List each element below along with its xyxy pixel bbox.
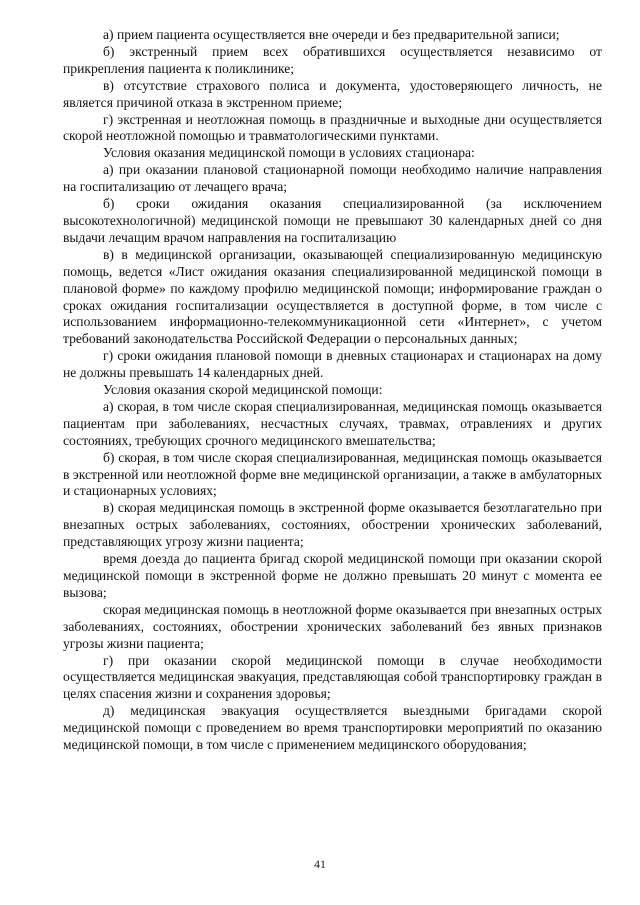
- paragraph-item-v-no-policy: в) отсутствие страхового полиса и документа, удостоверяющего личность, не является причиной отказа в экстренном приеме;: [63, 77, 602, 110]
- paragraph-ambulance-b: б) скорая, в том числе скорая специализированная, медицинская помощь оказывается в экстренной или неотложной форме вне медицинской организации, а также в амбулаторных и стационарных условиях;: [63, 449, 602, 499]
- paragraph-inpatient-v: в) в медицинской организации, оказывающей специализированную медицинскую помощь, ведется «Лист ожидания оказания специализированной медицинской помощи в плановой форме» по каждому профилю медицинской помощи; информирование граждан о сроках ожидания госпитализации осуществляется в доступной форме, в том числе с использованием информационно-телекоммуникационной сети «Интернет», с учетом требований законодательства Российской Федерации о персональных данных;: [63, 246, 602, 347]
- paragraph-item-g-holidays: г) экстренная и неотложная помощь в праздничные и выходные дни осуществляется скорой неотложной помощью и травматологическими пунктами.: [63, 111, 602, 144]
- document-body: [63, 27, 602, 754]
- page-number: 41: [314, 857, 326, 871]
- paragraph-inpatient-a: а) при оказании плановой стационарной помощи необходимо наличие направления на госпитализацию от лечащего врача;: [63, 162, 602, 195]
- paragraph-ambulance-d: д) медицинская эвакуация осуществляется выездными бригадами скорой медицинской помощи с проведением во время транспортировки мероприятий по оказанию медицинской помощи, в том числе с применением медицинского оборудования;: [63, 703, 602, 753]
- paragraph-ambulance-a: а) скорая, в том числе скорая специализированная, медицинская помощь оказывается пациентам при заболеваниях, несчастных случаях, травмах, отравлениях и других состояниях, требующих срочного медицинского вмешательства;: [63, 398, 602, 448]
- paragraph-ambulance-arrival-time: время доезда до пациента бригад скорой медицинской помощи при оказании скорой медицинской помощи в экстренной форме не должно превышать 20 минут с момента ее вызова;: [63, 551, 602, 600]
- paragraph-ambulance-v: в) скорая медицинская помощь в экстренной форме оказывается безотлагательно при внезапных острых заболеваниях, состояниях, обострении хронических заболеваний, представляющих угрозу жизни пациента;: [63, 500, 602, 550]
- paragraph-item-a-queue: а) прием пациента осуществляется вне очереди и без предварительной записи;: [103, 27, 560, 42]
- paragraph-inpatient-b: б) сроки ожидания оказания специализированной (за исключением высокотехнологичной) медицинской помощи не превышают 30 календарных дней со дня выдачи лечащим врачом направления на госпитализацию: [63, 196, 602, 245]
- paragraph-inpatient-g: г) сроки ожидания плановой помощи в дневных стационарах и стационарах на дому не должны превышать 14 календарных дней.: [63, 348, 602, 381]
- paragraph-item-b-emergency-reception: б) экстренный прием всех обратившихся осуществляется независимо от прикрепления пациента к поликлинике;: [63, 43, 602, 76]
- section-heading-inpatient: Условия оказания медицинской помощи в условиях стационара:: [103, 145, 475, 161]
- paragraph-ambulance-g: г) при оказании скорой медицинской помощи в случае необходимости осуществляется медицинская эвакуация, представляющая собой транспортировку граждан в целях спасения жизни и сохранения здоровья;: [63, 652, 602, 702]
- section-heading-ambulance: Условия оказания скорой медицинской помощи:: [103, 382, 383, 398]
- paragraph-ambulance-non-urgent: скорая медицинская помощь в неотложной форме оказывается при внезапных острых заболеваниях, состояниях, обострении хронических заболеваний без явных признаков угрозы жизни пациента;: [63, 601, 602, 651]
